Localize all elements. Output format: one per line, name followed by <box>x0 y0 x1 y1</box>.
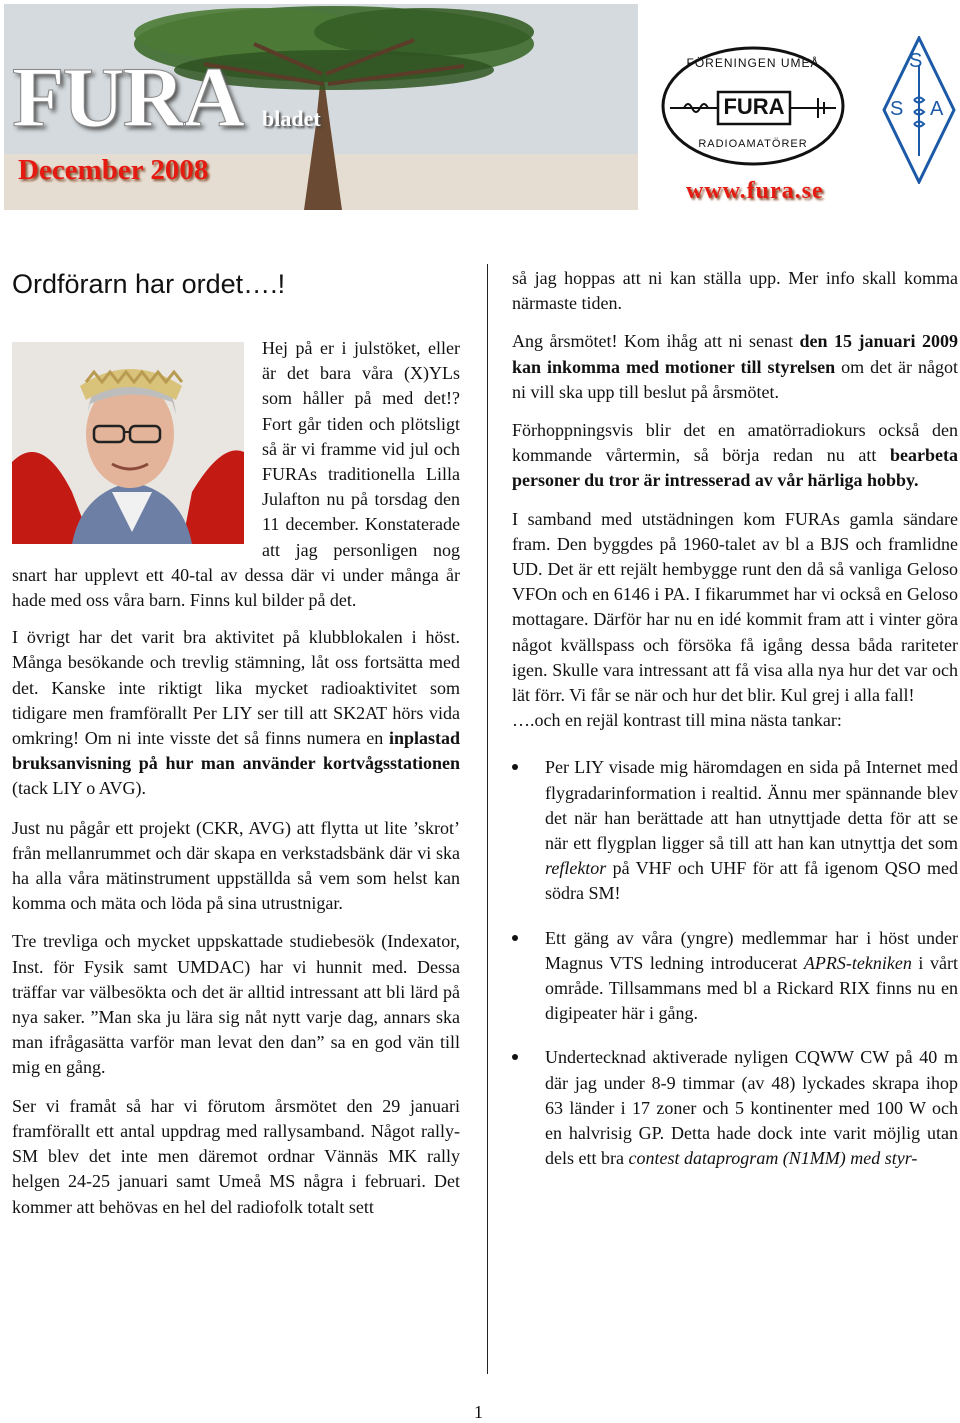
author-photo <box>12 342 244 544</box>
paragraph-annual-meeting: Ang årsmötet! Kom ihåg att ni senast den 15 januari 2009 kan inkomma med motioner till styrelsen om det är något ni vill ska upp till beslut på årsmötet. <box>512 331 958 402</box>
ssa-logo <box>882 36 956 184</box>
bullet-icon <box>512 935 518 941</box>
column-divider <box>487 264 488 1374</box>
fura-club-logo <box>660 44 846 168</box>
ssa-letter-2: S <box>890 98 904 120</box>
bullet-icon <box>512 1054 518 1060</box>
newsletter-title: FURA <box>12 49 243 145</box>
paragraph-study-visits: Tre trevliga och mycket uppskattade studiebesök (Indexator, Inst. för Fysik samt UMDAC) har vi hunnit med. Dessa träffar var välbesökta och det är alltid intressant att bli lärd på nya saker. ”Man ska ju lära sig nåt nytt varje dag, annars ska man ifrågasätta varför man levat den dan” sa en god vän till mig en gång. <box>12 931 460 1078</box>
intro-paragraph: Hej på er i julstöket, eller är det bara våra (X)YLs som håller på med det!? Fort går tiden och plötsligt så är vi framme vid jul och FURAs traditionella Lilla Julafton nu på torsdag den 11 december. Konstaterade att jag personligen nog snart har upplevt ett 40-tal av dessa där vi under många år hade med oss våra barn. Finns kul bilder på det. <box>12 338 460 611</box>
paragraph-workshop: Just nu pågår ett projekt (CKR, AVG) att flytta ut lite ’skrot’ från mellanrummet och där skapa en verkstadsbänk där vi ska ha alla våra mätinstrument uppställda så vem som helst kan komma och mäta och löda på sina utrustnigar. <box>12 817 460 914</box>
logo-middle-text: FURA <box>723 94 785 119</box>
website-link[interactable]: www.fura.se <box>686 178 824 204</box>
paragraph-continuation: så jag hoppas att ni kan ställa upp. Mer info skall komma närmaste tiden. <box>512 268 958 314</box>
ssa-letter-3: A <box>930 98 944 120</box>
list-item: Ett gäng av våra (yngre) medlemmar har i höst under Magnus VTS ledning introducerat APRS-tekniken i vårt område. Tillsammans med bl a Rickard RIX finns nu en digipeater här i gång. <box>512 926 958 1027</box>
ssa-letter-1: S <box>909 50 923 72</box>
paragraph-course: Förhoppningsvis blir det en amatörradiokurs också den kommande vårtermin, så börja redan nu att bearbeta personer du tror är intresserad av vår härliga hobby. <box>512 420 958 491</box>
thoughts-list <box>512 755 958 1171</box>
header-banner <box>4 4 638 210</box>
right-column <box>512 266 958 1191</box>
logo-top-text: FÖRENINGEN UMEÅ <box>686 56 820 70</box>
paragraph-activity: I övrigt har det varit bra aktivitet på klubblokalen i höst. Många besökande och trevlig stämning, låt oss fortsätta med det. Kanske inte riktigt lika mycket radioaktivitet som tidigare men framförallt Per LIY ser till att SK2AT hörs vida omkring! Om ni inte visste det så finns numera en inplastad bruksanvisning på hur man använder kortvågsstationen (tack LIY o AVG). <box>12 627 460 799</box>
article-headline: Ordförarn har ordet….! <box>12 269 286 299</box>
list-item: Per LIY visade mig häromdagen en sida på Internet med flygradarinformation i realtid. Ännu mer spännande blev det när han berättade att han utnyttjade detta för att se när ett flygplan ligger så till att han kan utnyttja det som reflektor på VHF och UHF för att få igenom QSO med södra SM! <box>512 755 958 906</box>
left-column <box>12 266 460 1220</box>
issue-date: December 2008 <box>18 154 209 186</box>
paragraph-rally: Ser vi framåt så har vi förutom årsmötet den 29 januari framförallt ett antal uppdrag med rallysamband. Något rally-SM blev det inte men däremot ordnar Vännäs MK rally helgen 24-25 januari samt Umeå MS några i februari. Det kommer att behövas en hel del radiofolk totalt sett <box>12 1095 460 1217</box>
bullet-icon <box>512 764 518 770</box>
paragraph-contrast: ….och en rejäl kontrast till mina nästa tankar: <box>512 710 842 731</box>
logo-bottom-text: RADIOAMATÖRER <box>698 138 808 150</box>
newsletter-subtitle: bladet <box>262 106 321 131</box>
page-number: 1 <box>474 1402 483 1422</box>
paragraph-old-transmitter: I samband med utstädningen kom FURAs gamla sändare fram. Den byggdes på 1960-talet av bl a BJS och framlidne UD. Det är ett rejält hembygge runt den då så vanliga Geloso VFOn och en 6146 i PA. I fikarummet har vi också en Geloso mottagare. Därför har nu en idé kommit fram att i vinter göra något kvällspass och försöka få igång dessa båda rariteter igen. Skulle vara intressant att få visa alla nya hur det var och lät förr. Vi får se när och hur det blir. Kul grej i alla fall! <box>512 508 958 706</box>
list-item: Undertecknad aktiverade nyligen CQWW CW på 40 m där jag under 8-9 timmar (av 48) lyckades skrapa ihop 63 länder i 17 zoner och 5 kontinenter med 100 W och en halvrisig GP. Detta hade dock inte varit möjlig utan dels ett bra contest dataprogram (N1MM) med styr- <box>512 1045 958 1171</box>
